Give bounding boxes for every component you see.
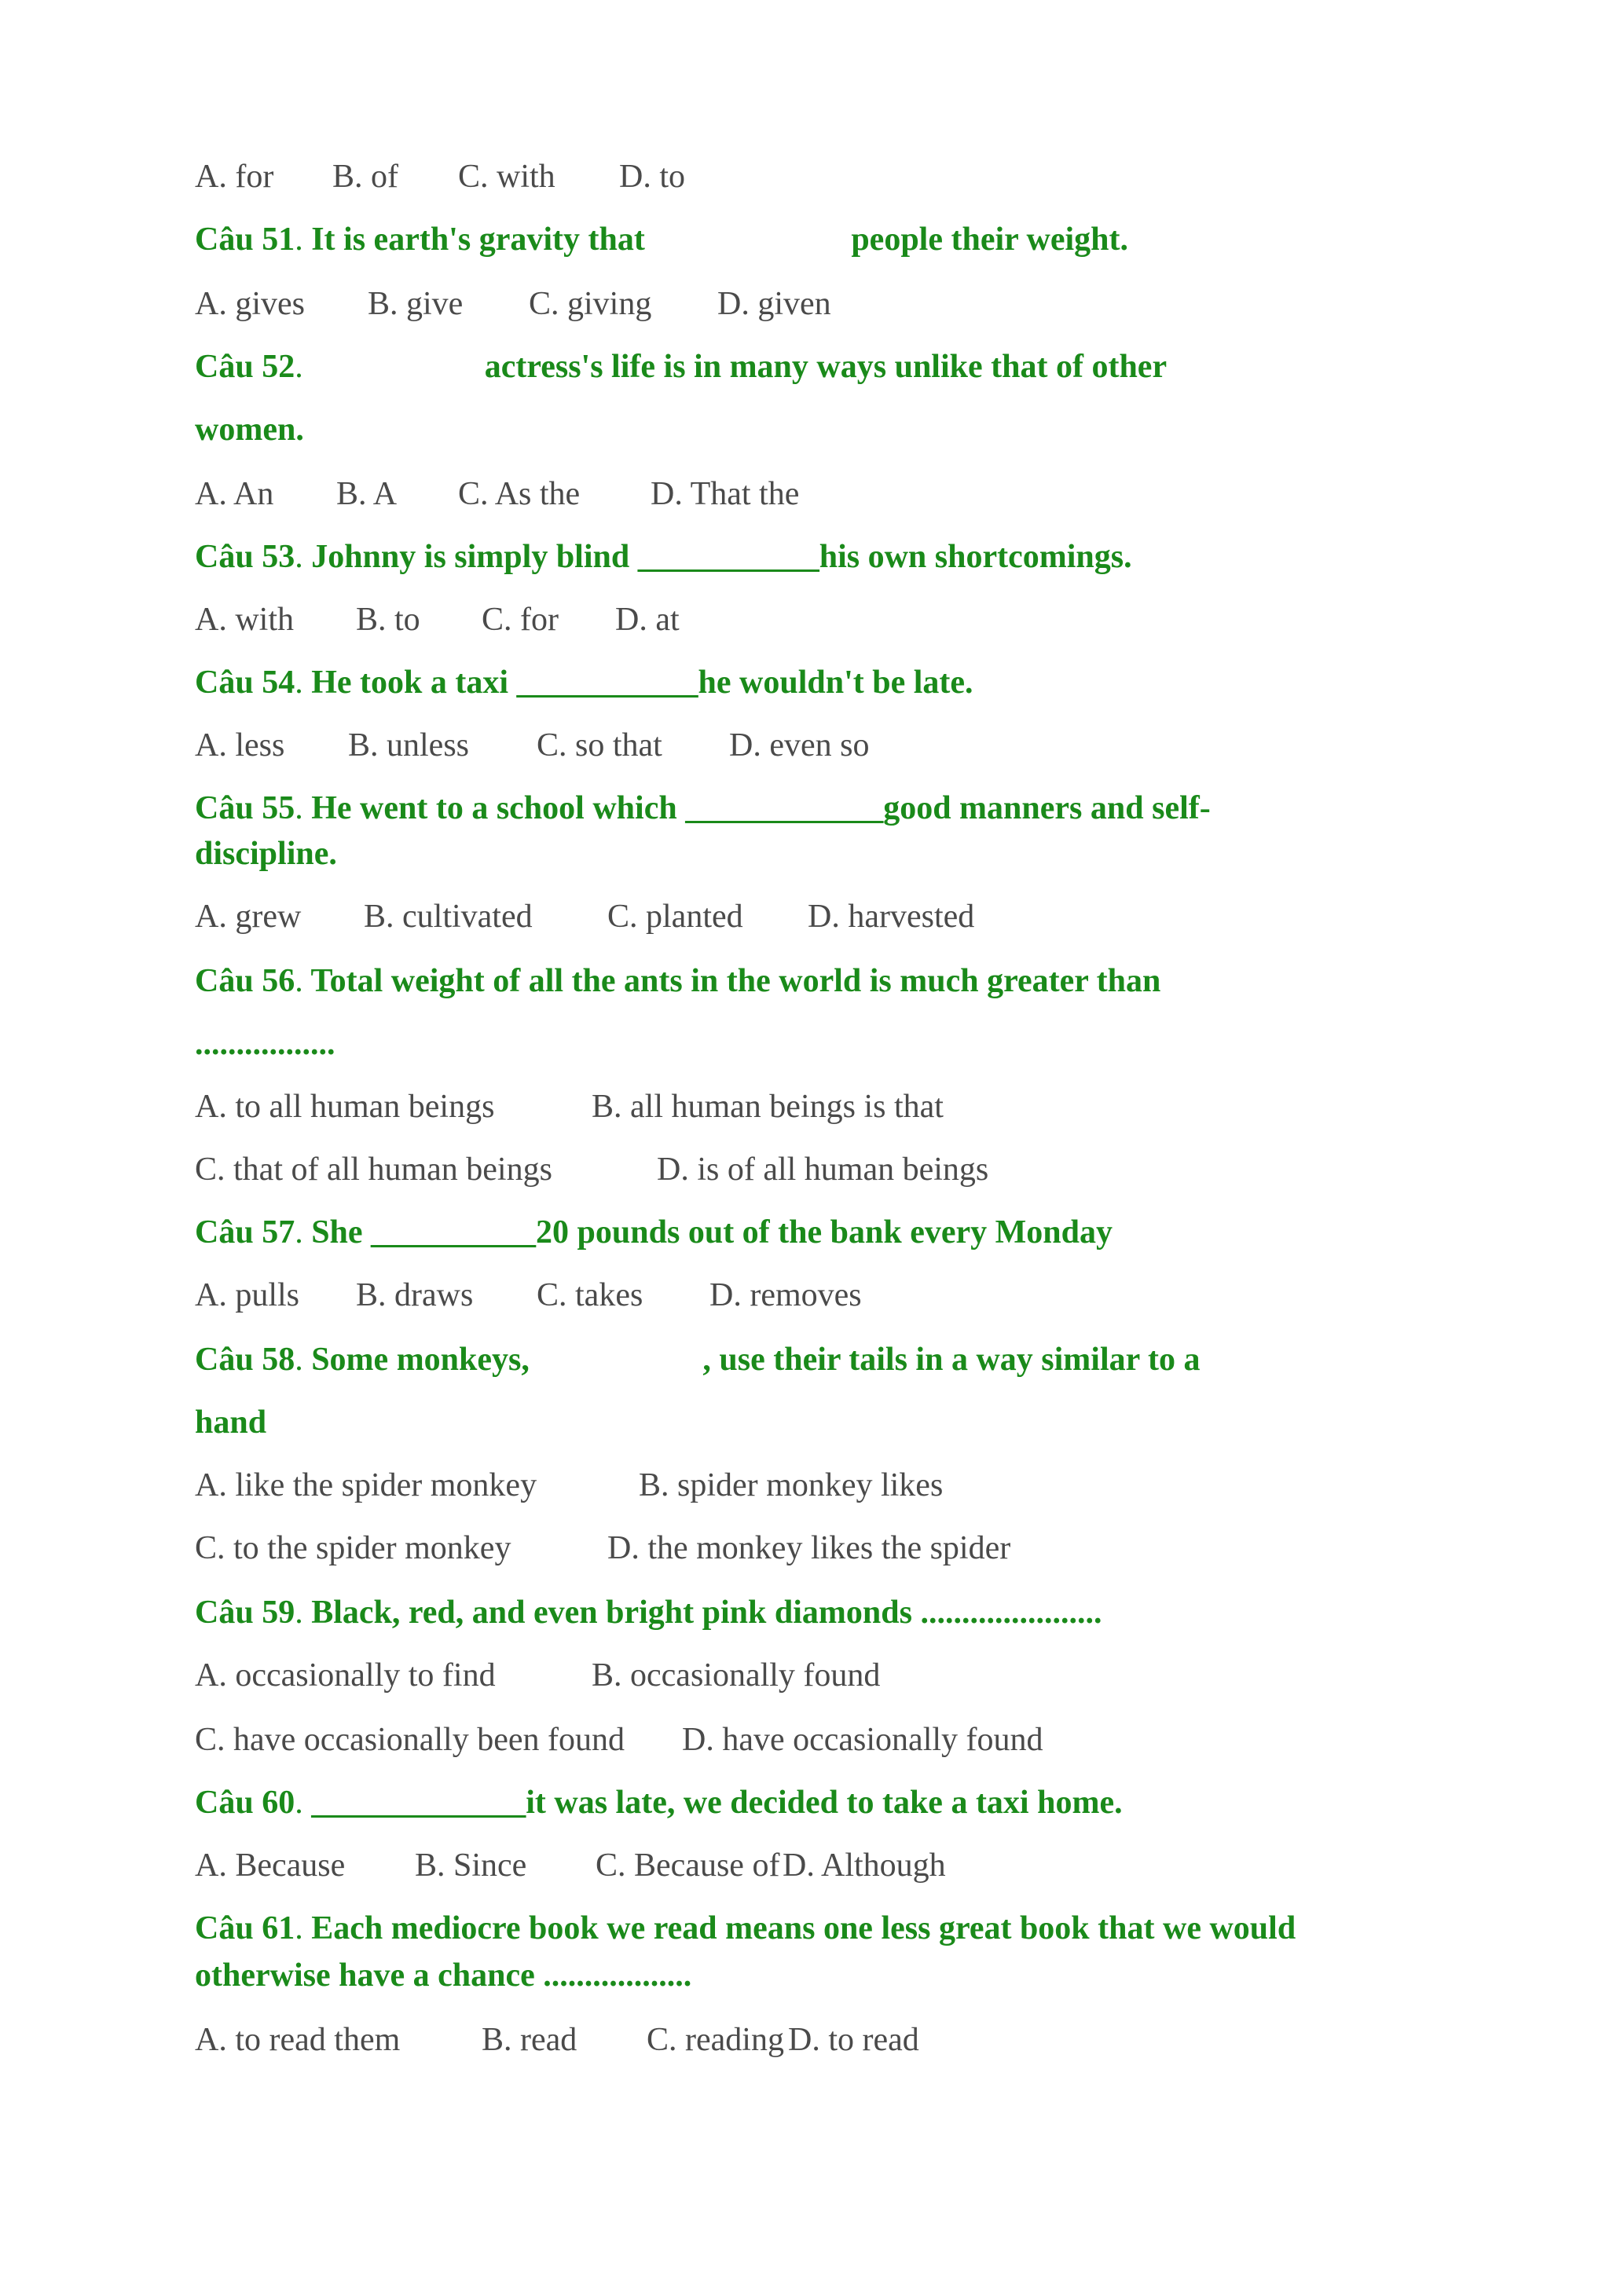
question-number: Câu 60 xyxy=(195,1785,295,1821)
answer-option: D. harvested xyxy=(808,899,975,935)
answer-option: D. given xyxy=(717,286,831,322)
question-number: Câu 53 xyxy=(195,539,295,575)
answer-option: D. Although xyxy=(783,1847,946,1884)
answer-option: C. to the spider monkey xyxy=(195,1530,511,1566)
answer-option: C. with xyxy=(458,159,555,195)
answer-option: A. to read them xyxy=(195,2022,401,2058)
answer-option: B. spider monkey likes xyxy=(639,1467,944,1503)
answer-option: A. pulls xyxy=(195,1277,300,1313)
question-text: Each mediocre book we read means one less great book that we would xyxy=(302,1910,1296,1946)
question xyxy=(195,347,1167,386)
answer-option: D. at xyxy=(615,602,680,638)
question-number: Câu 54 xyxy=(195,665,295,701)
question-text: Black, red, and even bright pink diamonds ...................... xyxy=(302,1595,1102,1631)
answer-option: B. cultivated xyxy=(364,899,533,935)
answer-option: B. Since xyxy=(415,1847,527,1884)
question-separator: . xyxy=(295,790,303,826)
answer-option: A. An xyxy=(195,476,274,512)
answer-option: D. even so xyxy=(729,727,870,764)
question-separator: . xyxy=(295,349,303,385)
question-separator: . xyxy=(295,1342,303,1378)
question-number: Câu 55 xyxy=(195,790,295,826)
question xyxy=(195,961,1160,1001)
answer-option: C. reading xyxy=(647,2022,784,2058)
question xyxy=(195,1593,1102,1632)
answer-option: C. takes xyxy=(537,1277,643,1313)
answer-option: B. to xyxy=(356,602,420,638)
question-continuation: women. xyxy=(195,412,304,448)
answer-option: D. to read xyxy=(788,2022,919,2058)
question xyxy=(195,1340,1201,1379)
question-text: She __________20 pounds out of the bank every Monday xyxy=(302,1214,1113,1251)
question-text: It is earth's gravity that people their weight. xyxy=(302,222,1129,258)
answer-option: B. of xyxy=(332,159,398,195)
answer-option: C. As the xyxy=(458,476,581,512)
answer-option: C. for xyxy=(482,602,559,638)
question-text: actress's life is in many ways unlike that of other xyxy=(302,349,1168,385)
question-text: He took a taxi ___________he wouldn't be late. xyxy=(302,665,973,701)
answer-option: B. all human beings is that xyxy=(592,1089,944,1125)
answer-option: B. A xyxy=(336,476,398,512)
question-separator: . xyxy=(295,1595,303,1631)
question-continuation: otherwise have a chance .................. xyxy=(195,1957,692,1994)
answer-option: B. read xyxy=(482,2022,577,2058)
question-number: Câu 61 xyxy=(195,1910,295,1946)
question-number: Câu 56 xyxy=(195,963,295,999)
answer-option: C. so that xyxy=(537,727,662,764)
question xyxy=(195,1783,1123,1822)
answer-option: C. that of all human beings xyxy=(195,1152,552,1188)
question-number: Câu 58 xyxy=(195,1342,295,1378)
answer-option: D. is of all human beings xyxy=(657,1152,989,1188)
question xyxy=(195,220,1128,259)
question-separator: . xyxy=(295,222,303,258)
question-continuation: ................. xyxy=(195,1026,335,1062)
question-separator: . xyxy=(295,1785,303,1821)
answer-option: D. removes xyxy=(709,1277,862,1313)
question xyxy=(195,1909,1296,1948)
question xyxy=(195,1213,1113,1252)
question xyxy=(195,663,973,702)
question-separator: . xyxy=(295,1910,303,1946)
answer-option: A. occasionally to find xyxy=(195,1657,496,1694)
answer-option: B. draws xyxy=(356,1277,474,1313)
question-separator: . xyxy=(295,665,303,701)
answer-option: A. Because xyxy=(195,1847,346,1884)
answer-option: D. That the xyxy=(651,476,800,512)
question-continuation: discipline. xyxy=(195,836,337,872)
answer-option: D. to xyxy=(619,159,685,195)
question-number: Câu 59 xyxy=(195,1595,295,1631)
question-text: _____________it was late, we decided to take a taxi home. xyxy=(302,1785,1123,1821)
question-text: Total weight of all the ants in the world is much greater than xyxy=(302,963,1161,999)
answer-option: D. the monkey likes the spider xyxy=(607,1530,1011,1566)
answer-option: A. for xyxy=(195,159,274,195)
answer-option: C. giving xyxy=(529,286,652,322)
question-text: He went to a school which ____________good manners and self- xyxy=(302,790,1211,826)
question-separator: . xyxy=(295,963,303,999)
question-continuation: hand xyxy=(195,1404,267,1441)
answer-option: C. Because of xyxy=(596,1847,780,1884)
answer-option: A. less xyxy=(195,727,285,764)
answer-option: D. have occasionally found xyxy=(682,1722,1043,1758)
answer-option: A. gives xyxy=(195,286,305,322)
question-text: Some monkeys, , use their tails in a way similar to a xyxy=(302,1342,1201,1378)
question-text: Johnny is simply blind ___________his own shortcomings. xyxy=(302,539,1132,575)
question-separator: . xyxy=(295,1214,303,1251)
answer-option: C. planted xyxy=(607,899,743,935)
question-separator: . xyxy=(295,539,303,575)
answer-option: A. grew xyxy=(195,899,302,935)
answer-option: A. like the spider monkey xyxy=(195,1467,537,1503)
question-number: Câu 51 xyxy=(195,222,295,258)
answer-option: A. with xyxy=(195,602,294,638)
question xyxy=(195,789,1211,828)
answer-option: B. unless xyxy=(348,727,470,764)
question xyxy=(195,537,1132,577)
question-number: Câu 52 xyxy=(195,349,295,385)
answer-option: B. give xyxy=(368,286,464,322)
answer-option: A. to all human beings xyxy=(195,1089,495,1125)
answer-option: B. occasionally found xyxy=(592,1657,881,1694)
question-number: Câu 57 xyxy=(195,1214,295,1251)
answer-option: C. have occasionally been found xyxy=(195,1722,625,1758)
